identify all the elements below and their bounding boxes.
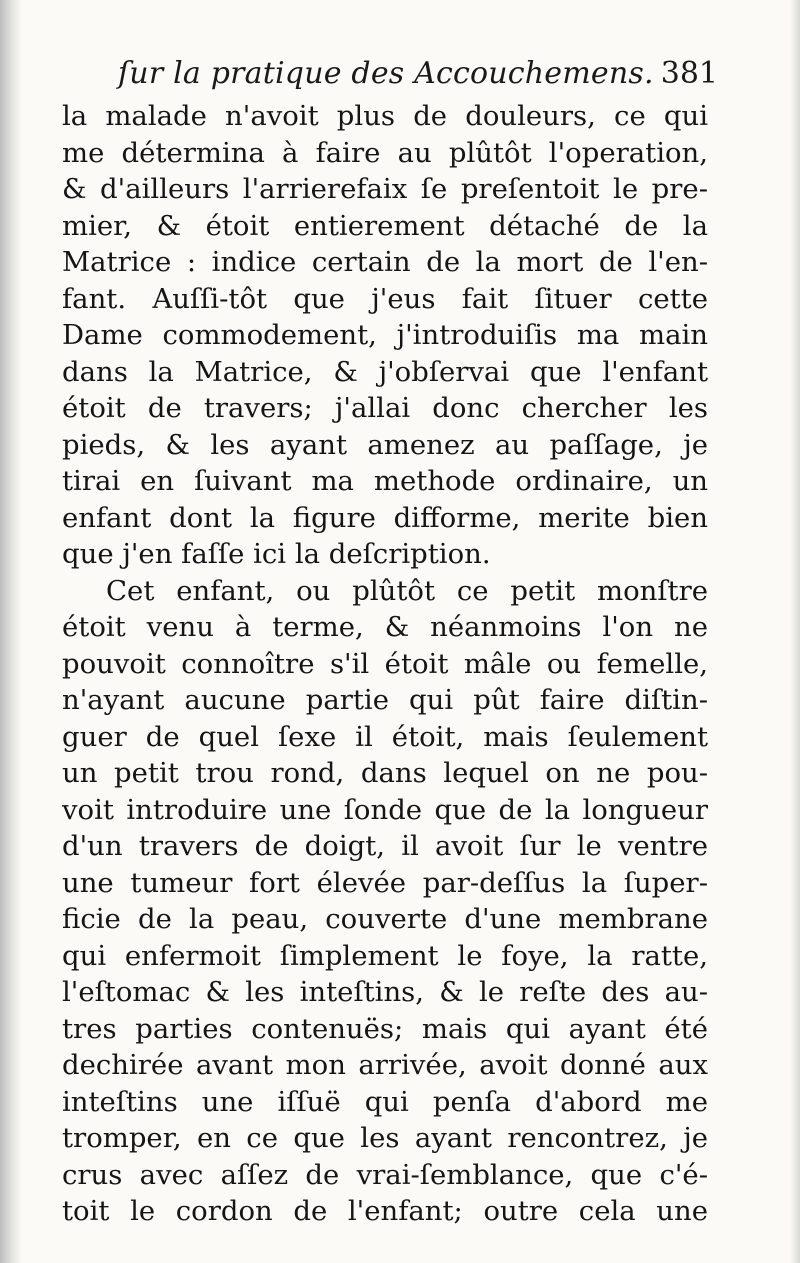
text-line: pouvoit connoître s'il étoit mâle ou femelle, (62, 647, 708, 680)
paragraph-end-line: que j'en faſſe ici la deſcription. (62, 538, 491, 570)
text-line: étoit de travers; j'allai donc chercher les (62, 392, 708, 424)
running-title: ſur la pratique des Accouchemens. (118, 56, 654, 91)
page-gutter-shadow (0, 0, 22, 1263)
text-line: inteſtins une iſſuë qui penſa d'abord me (62, 1085, 708, 1118)
text-line: pieds, & les ayant amenez au paſſage, je (62, 428, 708, 461)
text-line: me détermina à faire au plûtôt l'operation, (62, 136, 708, 169)
body-text (62, 98, 708, 1230)
text-line: toit le cordon de l'enfant; outre cela une (62, 1195, 708, 1227)
text-line: voit introduire une ſonde que de la longueur (62, 793, 708, 826)
text-line: enfant dont la figure difforme, merite bien (62, 501, 708, 534)
text-line: crus avec aſſez de vrai-ſemblance, que c'é- (62, 1158, 708, 1191)
paragraph-start-line: Cet enfant, ou plûtôt ce petit monſtre (106, 574, 708, 607)
text-line: une tumeur fort élevée par-deſſus la ſuper- (62, 866, 708, 899)
page-number: 381 (660, 56, 718, 91)
text-line: Dame commodement, j'introduiſis ma main (62, 319, 708, 351)
text-line: l'eſtomac & les inteſtins, & le reſte des au- (62, 976, 708, 1008)
text-line: un petit trou rond, dans lequel on ne pou- (62, 757, 708, 789)
text-line: étoit venu à terme, & néanmoins l'on ne (62, 611, 708, 643)
text-line: qui enfermoit ſimplement le foye, la ratte, (62, 939, 708, 972)
text-line: dechirée avant mon arrivée, avoit donné aux (62, 1049, 708, 1081)
page-edge-shadow (790, 0, 800, 1263)
text-line: d'un travers de doigt, il avoit ſur le ventre (62, 830, 708, 862)
text-line: ficie de la peau, couverte d'une membrane (62, 903, 708, 935)
page-header (118, 52, 718, 100)
text-line: dans la Matrice, & j'obſervai que l'enfant (62, 355, 708, 388)
text-line: tres parties contenuës; mais qui ayant été (62, 1012, 708, 1045)
text-line: la malade n'avoit plus de douleurs, ce qui (62, 100, 708, 132)
text-line: n'ayant aucune partie qui pût faire diſtin- (62, 684, 708, 716)
text-line: tromper, en ce que les ayant rencontrez, je (62, 1122, 708, 1154)
text-line: Matrice : indice certain de la mort de l'en- (62, 246, 708, 278)
text-line: tirai en ſuivant ma methode ordinaire, un (62, 465, 708, 497)
text-line: & d'ailleurs l'arrierefaix ſe preſentoit le pre- (62, 173, 708, 205)
text-line: guer de quel ſexe il étoit, mais ſeulement (62, 720, 708, 753)
text-line: fant. Auſſi-tôt que j'eus fait ſituer cette (62, 282, 708, 315)
text-line: mier, & étoit entierement détaché de la (62, 209, 708, 242)
